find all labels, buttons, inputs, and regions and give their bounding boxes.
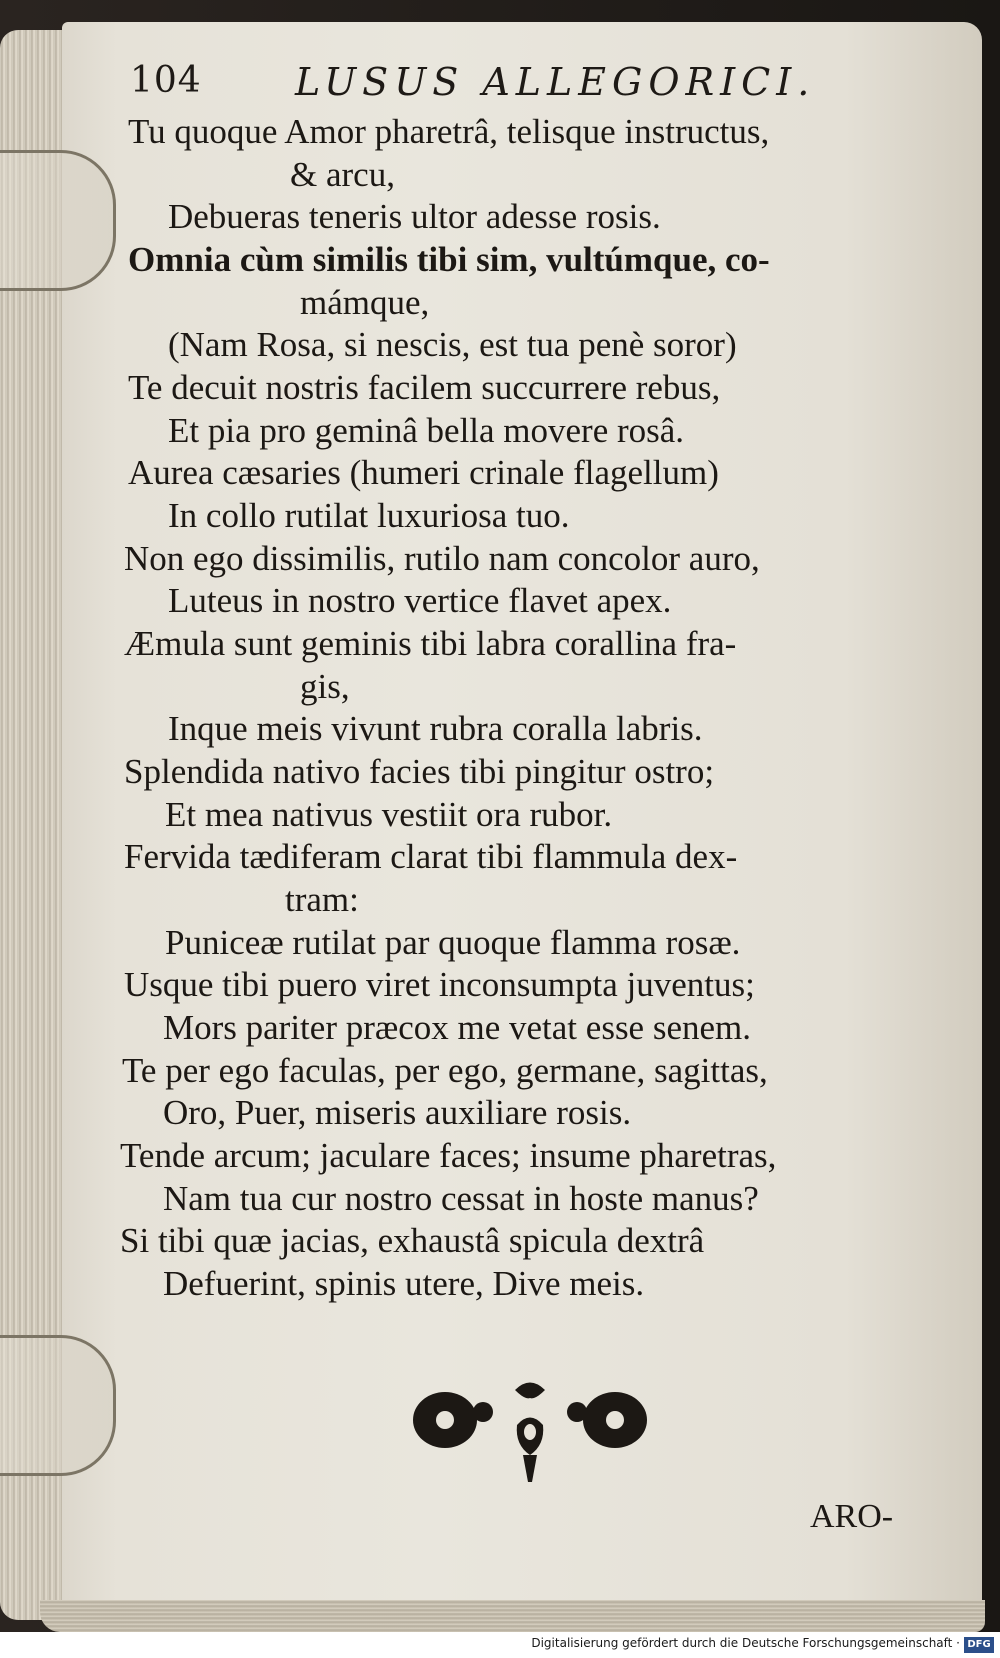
book-bottom-edge <box>40 1600 985 1632</box>
poem-line: Te per ego faculas, per ego, germane, sagittas, <box>122 1051 768 1090</box>
poem-line: Æmula sunt geminis tibi labra corallina fra- <box>124 624 737 663</box>
poem-line: In collo rutilat luxuriosa tuo. <box>168 496 570 535</box>
running-head: LUSUS ALLEGORICI. <box>295 60 816 104</box>
poem-line: gis, <box>300 667 350 706</box>
funding-credit: Digitalisierung gefördert durch die Deutsche Forschungsgemeinschaft · <box>531 1636 960 1650</box>
dfg-logo: DFG <box>964 1637 994 1653</box>
poem-line: Luteus in nostro vertice flavet apex. <box>168 581 672 620</box>
poem-line: Et pia pro geminâ bella movere rosâ. <box>168 411 685 450</box>
poem-line: Mors pariter præcox me vetat esse senem. <box>163 1008 752 1047</box>
poem-line: tram: <box>285 880 359 919</box>
poem-line: Omnia cùm similis tibi sim, vultúmque, co- <box>128 240 770 279</box>
poem-line: Puniceæ rutilat par quoque flamma rosæ. <box>165 923 741 962</box>
poem-line: Fervida tædiferam clarat tibi flammula dex- <box>124 837 738 876</box>
poem-line: Tu quoque Amor pharetrâ, telisque instructus, <box>128 112 770 151</box>
poem-line: Aurea cæsaries (humeri crinale flagellum) <box>128 453 719 492</box>
poem-line: mámque, <box>300 283 430 322</box>
poem-line: Splendida nativo facies tibi pingitur ostro; <box>124 752 715 791</box>
floral-tailpiece-icon <box>405 1370 655 1490</box>
poem-line: Defuerint, spinis utere, Dive meis. <box>163 1264 645 1303</box>
poem-line: (Nam Rosa, si nescis, est tua penè soror) <box>168 325 737 364</box>
poem-line: Si tibi quæ jacias, exhaustâ spicula dextrâ <box>120 1221 705 1260</box>
poem-line: Et mea nativus vestiit ora rubor. <box>165 795 613 834</box>
poem-line: Debueras teneris ultor adesse rosis. <box>168 197 661 236</box>
poem-line: Oro, Puer, miseris auxiliare rosis. <box>163 1093 632 1132</box>
poem-line: & arcu, <box>290 155 395 194</box>
digitization-footer <box>0 1632 1000 1658</box>
poem-line: Inque meis vivunt rubra coralla labris. <box>168 709 703 748</box>
poem-line: Non ego dissimilis, rutilo nam concolor auro, <box>124 539 760 578</box>
poem-line: Tende arcum; jaculare faces; insume pharetras, <box>120 1136 777 1175</box>
poem-line: Usque tibi puero viret inconsumpta juventus; <box>124 965 755 1004</box>
poem-line: Te decuit nostris facilem succurrere rebus, <box>128 368 721 407</box>
poem-line: Nam tua cur nostro cessat in hoste manus? <box>163 1179 759 1218</box>
page-number: 104 <box>130 60 202 101</box>
page-clip-bottom <box>0 1335 116 1476</box>
catchword: ARO- <box>810 1498 894 1535</box>
